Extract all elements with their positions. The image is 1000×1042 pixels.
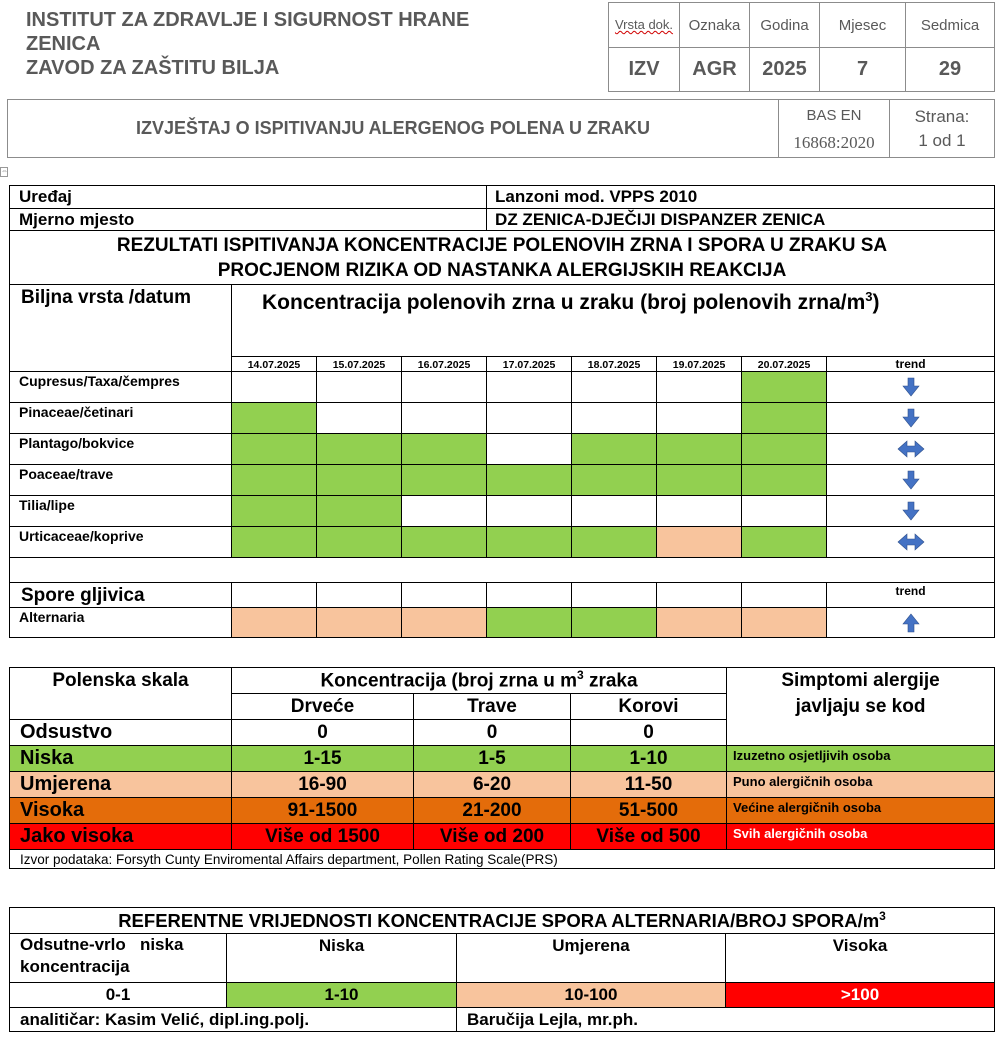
concentration-header: Koncentracija polenovih zrna u zraku (broj polenovih zrna/$m^3$) <box>232 285 995 357</box>
week-value: 29 <box>906 48 995 92</box>
empty-cell <box>572 583 657 608</box>
scale-label: Odsustvo <box>10 720 232 746</box>
level-cell <box>657 608 742 638</box>
year-value: 2025 <box>750 48 820 92</box>
trend-cell <box>827 434 995 465</box>
table-row <box>10 372 995 403</box>
level-cell <box>657 465 742 496</box>
level-cell <box>317 434 402 465</box>
scale-trees: 16-90 <box>232 772 414 798</box>
date-header: 16.07.2025 <box>402 357 487 372</box>
scale-concentration-header: Koncentracija (broj zrna u $m^3$ zraka <box>232 668 727 694</box>
trend-cell <box>827 527 995 558</box>
arrow-left-right-icon <box>827 440 994 458</box>
arrow-down-icon <box>827 408 994 428</box>
separator-cell <box>10 558 995 583</box>
level-cell <box>317 372 402 403</box>
date-header: 19.07.2025 <box>657 357 742 372</box>
level-cell <box>742 434 827 465</box>
date-header: 20.07.2025 <box>742 357 827 372</box>
level-cell <box>572 372 657 403</box>
level-cell <box>402 434 487 465</box>
scale-weeds: 1-10 <box>571 746 727 772</box>
level-cell <box>232 496 317 527</box>
week-label: Sedmica <box>906 3 995 48</box>
scale-weeds: 0 <box>571 720 727 746</box>
scale-grass: 21-200 <box>414 798 571 824</box>
symptoms-header <box>727 668 995 746</box>
institute-name <box>26 8 596 80</box>
level-cell <box>487 496 572 527</box>
scale-grass: 1-5 <box>414 746 571 772</box>
ref-header-moderate: Umjerena <box>457 934 726 983</box>
species-name: Plantago/bokvice <box>10 434 232 465</box>
date-header: 17.07.2025 <box>487 357 572 372</box>
table-row <box>10 403 995 434</box>
ref-value-low: 1-10 <box>227 983 457 1008</box>
scale-row-high <box>10 798 995 824</box>
code-label: Oznaka <box>680 3 750 48</box>
ref-header-high: Visoka <box>726 934 995 983</box>
table-row <box>10 465 995 496</box>
scale-symptom: Izuzetno osjetljivih osoba <box>727 746 995 772</box>
symptoms-line1: Simptomi alergije <box>781 670 940 691</box>
level-cell <box>572 465 657 496</box>
results-title-line1: REZULTATI ISPITIVANJA KONCENTRACIJE POLENOVIH ZRNA I SPORA U ZRAKU SA <box>116 234 888 256</box>
level-cell <box>232 434 317 465</box>
scale-weeds: 51-500 <box>571 798 727 824</box>
level-cell <box>487 372 572 403</box>
empty-cell <box>487 583 572 608</box>
level-cell <box>657 527 742 558</box>
arrow-down-icon <box>827 501 994 521</box>
level-cell <box>657 403 742 434</box>
level-cell <box>572 496 657 527</box>
alternaria-ref-title: REFERENTNE VRIJEDNOSTI KONCENTRACIJE SPORA ALTERNARIA/BROJ SPORA/$m^3$ <box>10 908 995 934</box>
level-cell <box>232 403 317 434</box>
scale-label: Niska <box>10 746 232 772</box>
pollen-results-table <box>9 185 995 638</box>
trend-header: trend <box>827 357 995 372</box>
arrow-down-icon <box>827 377 994 397</box>
level-cell <box>402 527 487 558</box>
scale-symptom: Većine alergičnih osoba <box>727 798 995 824</box>
date-header: 14.07.2025 <box>232 357 317 372</box>
institute-line3: ZAVOD ZA ZAŠTITU BILJA <box>26 57 280 79</box>
scale-trees: 1-15 <box>232 746 414 772</box>
level-cell <box>317 527 402 558</box>
table-row <box>10 434 995 465</box>
trend-cell <box>827 608 995 638</box>
arrow-up-icon <box>827 613 994 633</box>
level-cell <box>402 403 487 434</box>
code-value: AGR <box>680 48 750 92</box>
level-cell <box>317 465 402 496</box>
scale-grass: 6-20 <box>414 772 571 798</box>
ref-value-absent: 0-1 <box>10 983 227 1008</box>
document-header-table <box>608 2 995 92</box>
level-cell <box>742 527 827 558</box>
table-row <box>10 496 995 527</box>
species-name: Urticaceae/koprive <box>10 527 232 558</box>
scale-weeds: 11-50 <box>571 772 727 798</box>
scale-title: Polenska skala <box>10 668 232 720</box>
report-title-box <box>7 99 995 158</box>
ref-value-moderate: 10-100 <box>457 983 726 1008</box>
level-cell <box>657 434 742 465</box>
trend-cell <box>827 372 995 403</box>
scale-trees: Više od 1500 <box>232 824 414 850</box>
results-title <box>10 231 995 285</box>
arrow-left-right-icon <box>827 533 994 551</box>
table-row <box>10 527 995 558</box>
level-cell <box>657 372 742 403</box>
species-name: Poaceae/trave <box>10 465 232 496</box>
scale-symptom: Svih alergičnih osoba <box>727 824 995 850</box>
level-cell <box>742 465 827 496</box>
pollen-rows <box>10 372 995 558</box>
scale-grass: 0 <box>414 720 571 746</box>
device-label: Uređaj <box>10 186 487 209</box>
scale-row-moderate <box>10 772 995 798</box>
trend-cell <box>827 465 995 496</box>
scale-symptom: Puno alergičnih osoba <box>727 772 995 798</box>
col-weeds: Korovi <box>571 694 727 720</box>
scale-label: Jako visoka <box>10 824 232 850</box>
species-name: Pinaceae/četinari <box>10 403 232 434</box>
standard-line2: 16868:2020 <box>793 132 875 152</box>
report-title: IZVJEŠTAJ O ISPITIVANJU ALERGENOG POLENA U ZRAKU <box>8 100 779 158</box>
doc-type-value: IZV <box>609 48 680 92</box>
level-cell <box>572 608 657 638</box>
scale-grass: Više od 200 <box>414 824 571 850</box>
ref-header-absent: Odsutne-vrlo niska koncentracija <box>10 934 227 983</box>
standard-line1: BAS EN <box>806 106 862 124</box>
col-grass: Trave <box>414 694 571 720</box>
trend-cell <box>827 403 995 434</box>
level-cell <box>232 608 317 638</box>
standard-code <box>779 100 890 158</box>
date-header: 18.07.2025 <box>572 357 657 372</box>
level-cell <box>232 527 317 558</box>
level-cell <box>317 608 402 638</box>
empty-cell <box>317 583 402 608</box>
scale-label: Visoka <box>10 798 232 824</box>
year-label: Godina <box>750 3 820 48</box>
ref-header-low: Niska <box>227 934 457 983</box>
doc-type-label: Vrsta dok. <box>609 3 680 48</box>
results-title-line2: PROCJENOM RIZIKA OD NASTANKA ALERGIJSKIH REAKCIJA <box>217 259 787 281</box>
empty-cell <box>657 583 742 608</box>
page-label: Strana: <box>914 106 970 126</box>
level-cell <box>402 465 487 496</box>
month-label: Mjesec <box>820 3 906 48</box>
level-cell <box>657 496 742 527</box>
species-name: Cupresus/Taxa/čempres <box>10 372 232 403</box>
trend-cell <box>827 496 995 527</box>
scale-row-low <box>10 746 995 772</box>
ref-value-high: >100 <box>726 983 995 1008</box>
level-cell <box>487 403 572 434</box>
institute-line1: INSTITUT ZA ZDRAVLJE I SIGURNOST HRANE <box>26 9 470 31</box>
spore-header-row <box>10 583 995 608</box>
analyst-2: Baručija Lejla, mr.ph. <box>457 1008 995 1032</box>
scale-trees: 91-1500 <box>232 798 414 824</box>
symptoms-line2: javljaju se kod <box>795 696 926 717</box>
level-cell <box>487 465 572 496</box>
col-trees: Drveće <box>232 694 414 720</box>
level-cell <box>572 434 657 465</box>
page-number <box>890 100 995 158</box>
scale-label: Umjerena <box>10 772 232 798</box>
institute-line2: ZENICA <box>26 33 101 55</box>
page-value: 1 od 1 <box>918 130 966 150</box>
species-name: Alternaria <box>10 608 232 638</box>
spore-rows <box>10 608 995 638</box>
spore-header: Spore gljivica <box>10 583 232 608</box>
level-cell <box>402 608 487 638</box>
level-cell <box>487 608 572 638</box>
level-cell <box>572 527 657 558</box>
analyst-1: analitičar: Kasim Velić, dipl.ing.polj. <box>10 1008 457 1032</box>
scale-trees: 0 <box>232 720 414 746</box>
empty-cell <box>742 583 827 608</box>
level-cell <box>487 527 572 558</box>
level-cell <box>742 496 827 527</box>
site-value: DZ ZENICA-DJEČIJI DISPANZER ZENICA <box>487 209 995 231</box>
level-cell <box>487 434 572 465</box>
table-row <box>10 608 995 638</box>
table-move-handle-icon[interactable]: ⇔ <box>1 168 8 175</box>
device-value: Lanzoni mod. VPPS 2010 <box>487 186 995 209</box>
empty-separator-row <box>10 558 995 583</box>
level-cell <box>572 403 657 434</box>
level-cell <box>317 403 402 434</box>
alternaria-reference-table <box>9 907 995 1032</box>
date-header: 15.07.2025 <box>317 357 402 372</box>
level-cell <box>402 372 487 403</box>
month-value: 7 <box>820 48 906 92</box>
level-cell <box>317 496 402 527</box>
level-cell <box>742 608 827 638</box>
level-cell <box>742 372 827 403</box>
level-cell <box>232 372 317 403</box>
level-cell <box>232 465 317 496</box>
level-cell <box>402 496 487 527</box>
spore-trend-header: trend <box>827 583 995 608</box>
scale-source: Izvor podataka: Forsyth Cunty Enviromental Affairs department, Pollen Rating Scale(PRS) <box>10 850 995 869</box>
empty-cell <box>232 583 317 608</box>
site-label: Mjerno mjesto <box>10 209 487 231</box>
level-cell <box>742 403 827 434</box>
empty-cell <box>402 583 487 608</box>
species-header: Biljna vrsta /datum <box>10 285 232 372</box>
scale-weeds: Više od 500 <box>571 824 727 850</box>
arrow-down-icon <box>827 470 994 490</box>
species-name: Tilia/lipe <box>10 496 232 527</box>
pollen-scale-table <box>9 667 995 869</box>
scale-row-very-high <box>10 824 995 850</box>
